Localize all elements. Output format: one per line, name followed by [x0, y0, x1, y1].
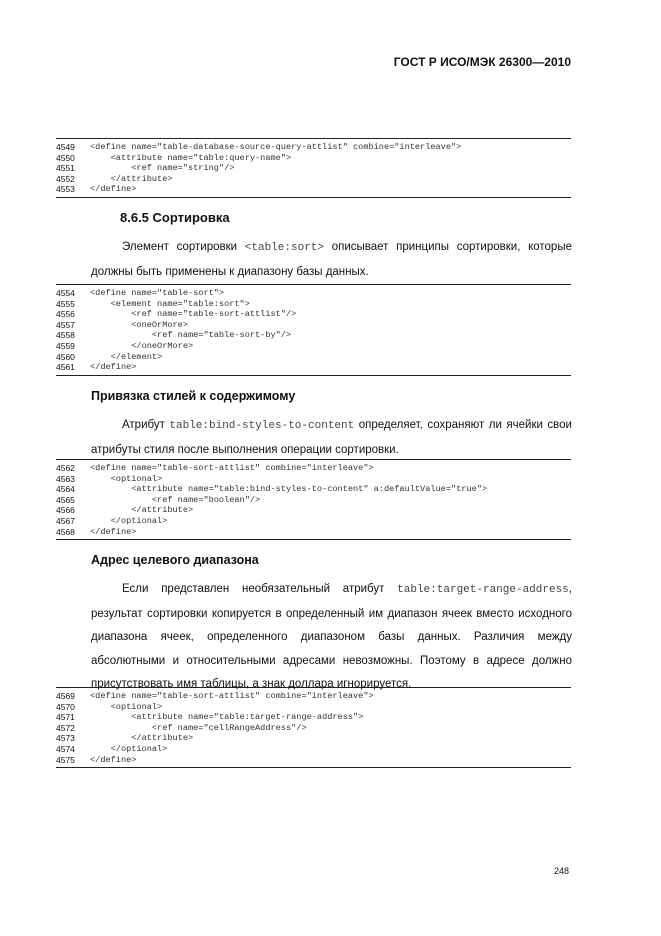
code-text: <optional>	[90, 473, 163, 484]
line-number: 4571	[56, 712, 75, 723]
section-title: 8.6.5 Сортировка	[120, 210, 230, 225]
code-line	[56, 484, 571, 495]
code-line	[56, 463, 571, 474]
line-number: 4553	[56, 184, 75, 195]
code-line	[56, 299, 571, 310]
paragraph-bind-styles-text-a: Атрибут	[122, 419, 170, 431]
code-line	[56, 527, 571, 538]
line-number: 4564	[56, 484, 75, 495]
line-number: 4549	[56, 142, 75, 152]
line-number: 4551	[56, 163, 75, 174]
code-text: </define>	[90, 526, 137, 537]
line-number: 4560	[56, 351, 75, 362]
paragraph-sort-text-a: Элемент сортировки	[122, 241, 245, 253]
code-line	[56, 142, 571, 153]
code-line	[56, 174, 571, 185]
code-text: </element>	[90, 351, 163, 362]
code-line	[56, 691, 571, 702]
code-text: <ref name="table-sort-by"/>	[90, 330, 292, 341]
code-line	[56, 702, 571, 713]
code-text: </attribute>	[90, 505, 194, 516]
code-line	[56, 341, 571, 352]
line-number: 4562	[56, 463, 75, 473]
paragraph-target-range	[91, 578, 572, 697]
code-text: <attribute name="table:query-name">	[90, 152, 292, 163]
heading-bind-styles: Привязка стилей к содержимому	[91, 389, 296, 403]
code-text: </define>	[90, 184, 137, 195]
line-number: 4552	[56, 173, 75, 184]
line-number: 4574	[56, 743, 75, 754]
line-number: 4557	[56, 319, 75, 330]
code-text: <ref name="cellRangeAddress"/>	[90, 722, 307, 733]
line-number: 4566	[56, 505, 75, 516]
code-text: </attribute>	[90, 733, 194, 744]
code-block-3	[56, 459, 571, 540]
code-line	[56, 474, 571, 485]
code-line	[56, 320, 571, 331]
heading-target-range: Адрес целевого диапазона	[91, 553, 259, 567]
code-line	[56, 330, 571, 341]
code-line	[56, 712, 571, 723]
code-text: <element name="table:sort">	[90, 298, 250, 309]
code-text: <ref name="boolean"/>	[90, 494, 261, 505]
code-text: <oneOrMore>	[90, 319, 188, 330]
code-text: </optional>	[90, 743, 168, 754]
line-number: 4563	[56, 473, 75, 484]
line-number: 4559	[56, 340, 75, 351]
code-text: </attribute>	[90, 173, 173, 184]
paragraph-sort	[91, 236, 572, 284]
paragraph-bind-styles-code: table:bind-styles-to-content	[169, 420, 355, 432]
code-line	[56, 352, 571, 363]
code-line	[56, 153, 571, 164]
code-block-2	[56, 284, 571, 376]
code-line	[56, 744, 571, 755]
line-number: 4572	[56, 722, 75, 733]
paragraph-target-range-text-a: Если представлен необязательный атрибут	[122, 583, 398, 595]
line-number: 4573	[56, 733, 75, 744]
line-number: 4561	[56, 362, 75, 373]
line-number: 4575	[56, 754, 75, 765]
code-text: </define>	[90, 362, 137, 373]
paragraph-bind-styles	[91, 414, 572, 462]
code-text: </optional>	[90, 515, 168, 526]
line-number: 4568	[56, 526, 75, 537]
code-line	[56, 516, 571, 527]
code-text: <attribute name="table:target-range-address">	[90, 712, 364, 723]
code-text: <ref name="table-sort-attlist"/>	[90, 309, 297, 320]
paragraph-target-range-code: table:target-range-address	[397, 584, 569, 596]
paragraph-target-range-text-b: , результат сортировки копируется в определенный им диапазон ячеек вместо исходного диапазона ячеек, определенного диапазоном базы данных. Различия между абсолютными и относительными адресами невозможны. Поэтому в адресе должно присутствовать имя таблицы, а знак доллара игнорируется.	[91, 583, 572, 690]
code-line	[56, 495, 571, 506]
line-number: 4567	[56, 515, 75, 526]
code-block-1	[56, 138, 571, 198]
line-number: 4558	[56, 330, 75, 341]
line-number: 4570	[56, 701, 75, 712]
code-text: <optional>	[90, 701, 163, 712]
code-text: </oneOrMore>	[90, 340, 194, 351]
code-text: </define>	[90, 754, 137, 765]
code-line	[56, 309, 571, 320]
paragraph-sort-code: <table:sort>	[244, 242, 324, 254]
code-text: <define name="table-sort">	[90, 288, 225, 298]
code-line	[56, 163, 571, 174]
line-number: 4550	[56, 152, 75, 163]
line-number: 4554	[56, 288, 75, 298]
code-line	[56, 362, 571, 373]
code-line	[56, 723, 571, 734]
line-number: 4555	[56, 298, 75, 309]
code-text: <attribute name="table:bind-styles-to-content" a:defaultValue="true">	[90, 484, 488, 495]
code-text: <define name="table-database-source-query-attlist" combine="interleave">	[90, 142, 462, 152]
code-line	[56, 733, 571, 744]
document-header: ГОСТ Р ИСО/МЭК 26300—2010	[393, 55, 571, 69]
code-block-4	[56, 687, 571, 768]
code-text: <ref name="string"/>	[90, 163, 235, 174]
code-line	[56, 755, 571, 766]
page-number: 248	[553, 866, 569, 876]
code-line	[56, 505, 571, 516]
code-text: <define name="table-sort-attlist" combine="interleave">	[90, 463, 374, 473]
code-text: <define name="table-sort-attlist" combine="interleave">	[90, 691, 374, 701]
paragraph-bind-styles-text-b: определяет, сохраняют ли ячейки свои атрибуты стиля после выполнения операции сортировки.	[91, 419, 572, 456]
code-line	[56, 288, 571, 299]
line-number: 4565	[56, 494, 75, 505]
code-line	[56, 184, 571, 195]
paragraph-sort-text-b: описывает принципы сортировки, которые должны быть применены к диапазону базы данных.	[91, 241, 572, 278]
line-number: 4556	[56, 309, 75, 320]
line-number: 4569	[56, 691, 75, 701]
